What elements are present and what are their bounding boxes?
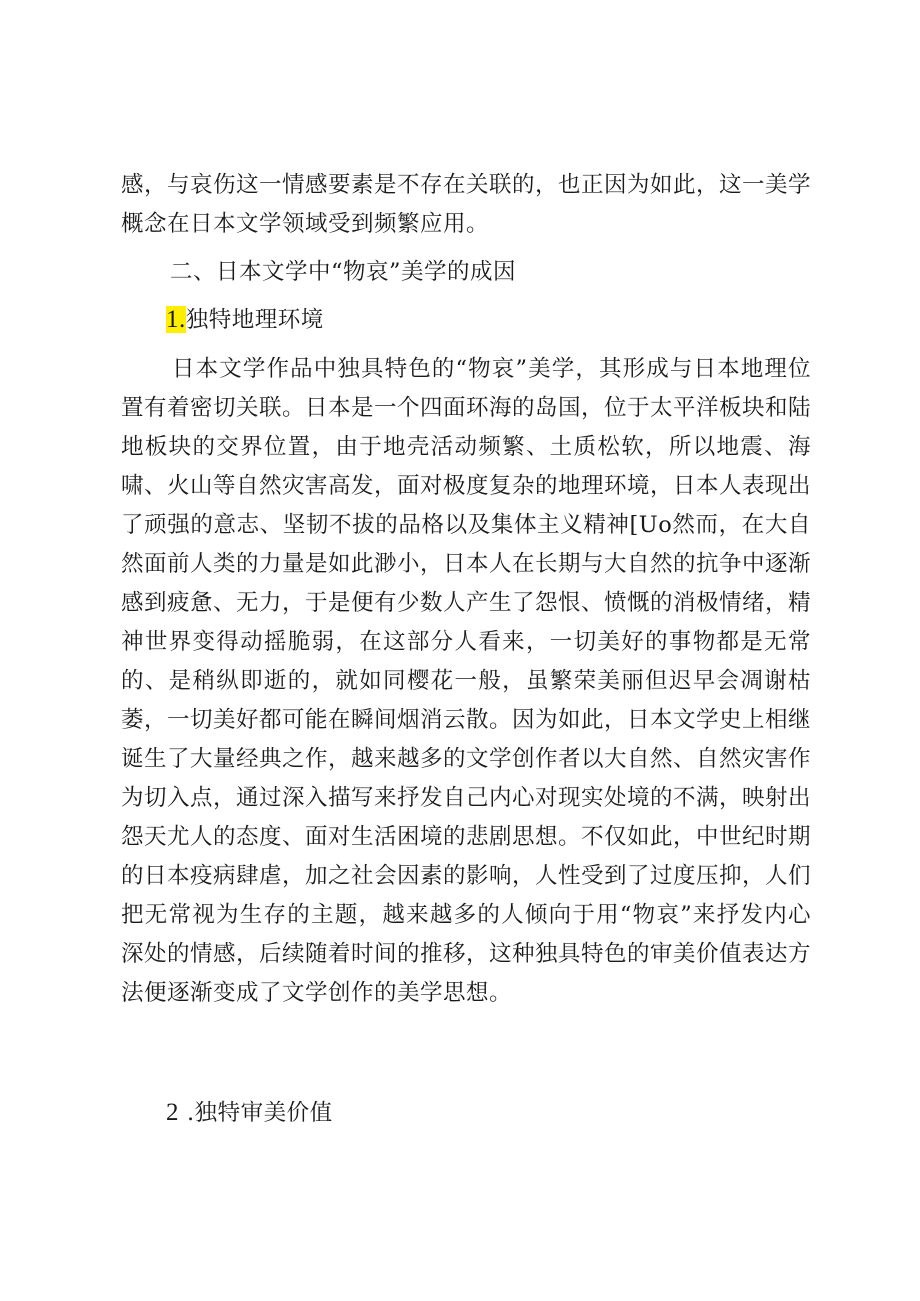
subheading-geography [166,300,324,340]
subheading-number-highlighted: 1. [166,306,186,333]
subheading-aesthetic-value [166,1093,333,1133]
subheading-text: .独特审美价值 [187,1100,333,1126]
section-heading: 二、日本文学中“物哀”美学的成因 [170,259,517,285]
body-paragraph: 日本文学作品中独具特色的“物哀”美学，其形成与日本地理位置有着密切关联。日本是一个四面环海的岛国，位于太平洋板块和陆地板块的交界位置，由于地壳活动频繁、土质松软，所以地震、海啸、火山等自然灾害高发，面对极度复杂的地理环境，日本人表现出了顽强的意志、坚韧不拔的品格以及集体主义精神[Uo然而，在大自然面前人类的力量是如此渺小，日本人在长期与大自然的抗争中逐渐感到疲惫、无力，于是便有少数人产生了怨恨、愤慨的消极情绪，精神世界变得动摇脆弱，在这部分人看来，一切美好的事物都是无常的、是稍纵即逝的，就如同樱花一般，虽繁荣美丽但迟早会凋谢枯萎，一切美好都可能在瞬间烟消云散。因为如此，日本文学史上相继诞生了大量经典之作，越来越多的文学创作者以大自然、自然灾害作为切入点，通过深入描写来抒发自己内心对现实处境的不满，映射出怨天尤人的态度、面对生活困境的悲剧思想。不仅如此，中世纪时期的日本疫病肆虐，加之社会因素的影响，人性受到了过度压抑，人们把无常视为生存的主题，越来越多的人倾向于用“物哀”来抒发内心深处的情感，后续随着时间的推移，这种独具特色的审美价值表达方法便逐渐变成了文学创作的美学思想。 [121,356,812,1006]
subheading-text: 独特地理环境 [185,307,324,333]
continuation-paragraph: 感，与哀伤这一情感要素是不存在关联的，也正因为如此，这一美学概念在日本文学领域受到频繁应用。 [121,172,812,237]
subheading-number: 2 [166,1099,179,1126]
